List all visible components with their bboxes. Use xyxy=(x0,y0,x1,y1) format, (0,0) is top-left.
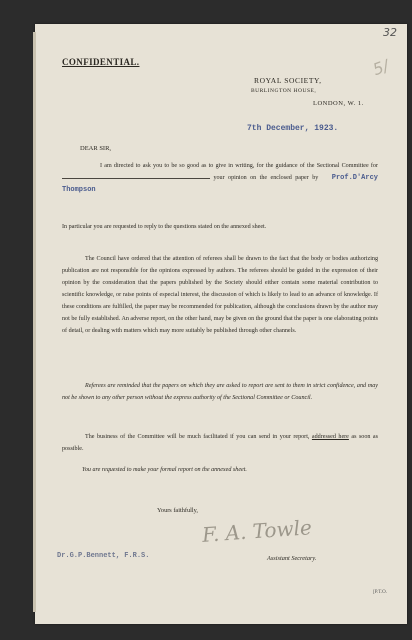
committee-blank-line xyxy=(62,172,210,179)
business-text-2: as soon as possible. xyxy=(62,434,379,452)
paragraph-council: The Council have ordered that the attention of referees shall be drawn to the fact that the body or bodies authorizing publication are not responsible for the opinions expressed by authors. The referees should be guided in the expression of their opinion by the consideration that the papers published by the Society should either contain some material contribution to scientific knowledge, or raise points of especial interest, the discussion of which is likely to lead to an advance of knowledge. If these conditions are fulfilled, the paper may be recommended for publication, although the conclusions drawn by the author may not be fully established. An adverse report, on the other hand, may be given on the ground that the paper is one elaborating points of detail, or dealing with matters which may more suitably be published through other channels. xyxy=(62,256,378,334)
folio-number: 32 xyxy=(383,26,397,39)
typed-recipient: Dr.G.P.Bennett, F.R.S. xyxy=(57,552,150,560)
address-line-1: BURLINGTON HOUSE, xyxy=(251,88,317,94)
paragraph-business xyxy=(62,431,378,455)
pencil-annotation: 5/ xyxy=(370,55,392,80)
business-text-1: The business of the Committee will be much facilitated if you can send in your report, xyxy=(85,434,310,440)
signatory-title: Assistant Secretary. xyxy=(267,555,317,562)
paragraph-questions: In particular you are requested to reply to the questions stated on the annexed sheet. xyxy=(62,224,267,230)
signature: F. A. Towle xyxy=(201,515,313,547)
paragraph-confidence: Referees are reminded that the papers on which they are asked to report are sent to them in strict confidence, and may not be shown to any other person without the express authority of the Sectional Committee or Council. xyxy=(62,383,378,401)
address-line-2: LONDON, W. 1. xyxy=(313,100,364,107)
letter-sheet xyxy=(35,24,407,624)
addressed-here-text: addressed here xyxy=(311,434,349,440)
letter-date: 7th December, 1923. xyxy=(247,124,339,133)
confidential-heading: CONFIDENTIAL. xyxy=(62,57,140,67)
typed-author-name: Prof.D'Arcy Thompson xyxy=(62,174,378,194)
org-name: ROYAL SOCIETY, xyxy=(254,76,322,85)
salutation: DEAR SIR, xyxy=(80,145,112,152)
paragraph-request xyxy=(62,160,378,196)
print-code: [P.T.O. xyxy=(373,590,387,595)
request-text-2: your opinion on the enclosed paper by xyxy=(213,175,319,181)
page-edge xyxy=(33,32,36,612)
paragraph-formal-report: You are requested to make your formal report on the annexed sheet. xyxy=(82,467,247,473)
request-text-1: I am directed to ask you to be so good as to give in writing, for the guidance of the Sectional Committee for xyxy=(100,163,378,169)
closing: Yours faithfully, xyxy=(157,507,198,514)
